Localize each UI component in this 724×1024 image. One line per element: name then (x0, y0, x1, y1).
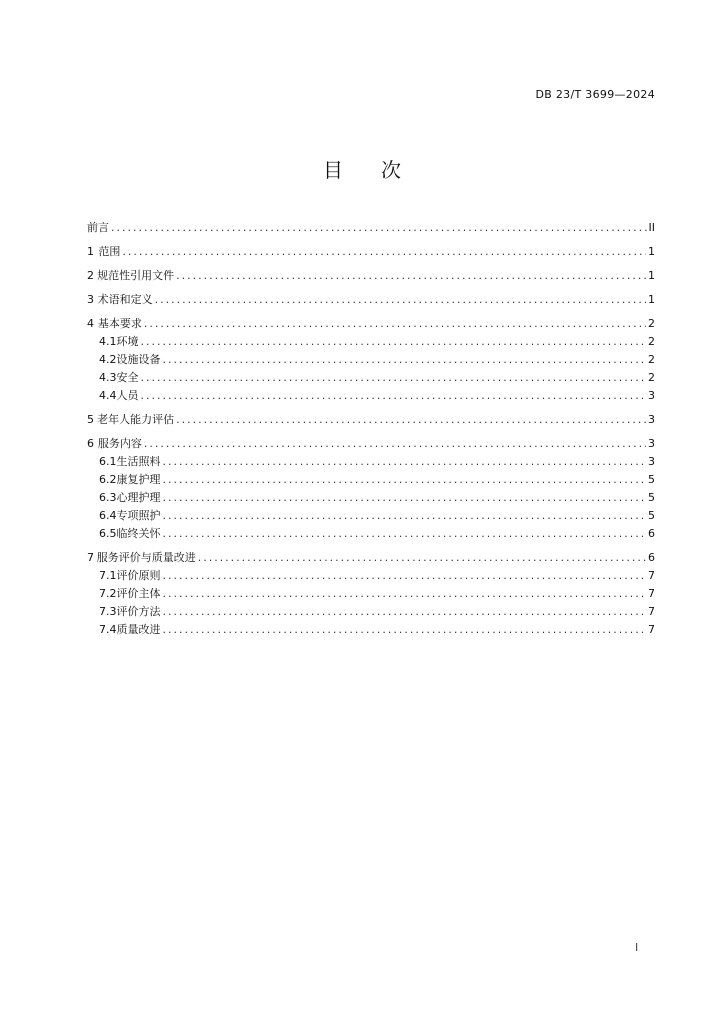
toc-entry-label: 范围 (98, 245, 121, 258)
toc-entry-number: 7.3 (99, 605, 117, 618)
toc-entry-page: 6 (648, 551, 655, 564)
toc-entry[interactable] (87, 453, 655, 471)
toc-entry-label: 评价方法 (116, 605, 161, 618)
toc-dot-leader (111, 219, 647, 237)
toc-entry[interactable] (87, 525, 655, 543)
toc-entry-label: 服务评价与质量改进 (96, 551, 196, 564)
toc-dot-leader (144, 435, 646, 453)
toc-entry-number: 5 (87, 413, 94, 426)
toc-dot-leader (122, 243, 646, 261)
toc-entry[interactable] (87, 435, 655, 453)
toc-entry-page: 3 (648, 389, 655, 402)
toc-entry-page: 3 (648, 413, 655, 426)
toc-entry-page: 5 (648, 491, 655, 504)
toc-entry[interactable] (87, 387, 655, 405)
toc-dot-leader (163, 453, 647, 471)
toc-dot-leader (163, 507, 647, 525)
toc-entry-number: 7.4 (99, 623, 117, 636)
toc-dot-leader (163, 351, 647, 369)
toc-entry[interactable] (87, 489, 655, 507)
toc-dot-leader (163, 585, 647, 603)
toc-entry-number: 4.1 (99, 335, 117, 348)
footer-page-number: I (635, 941, 639, 954)
toc-entry-label: 心理护理 (116, 491, 161, 504)
toc-entry[interactable] (87, 315, 655, 333)
toc-entry-label: 服务内容 (97, 437, 142, 450)
toc-entry-label: 前言 (87, 221, 109, 234)
toc-entry[interactable] (87, 549, 655, 567)
toc-dot-leader (144, 315, 646, 333)
toc-dot-leader (155, 291, 646, 309)
toc-entry-number: 3 (87, 293, 94, 306)
toc-entry-number: 2 (87, 269, 94, 282)
toc-dot-leader (163, 567, 647, 585)
toc-entry-page: II (648, 221, 655, 234)
toc-dot-leader (163, 621, 647, 639)
toc-entry-number: 6.3 (99, 491, 117, 504)
toc-entry-page: 7 (648, 605, 655, 618)
toc-entry-number: 7.2 (99, 587, 117, 600)
toc-entry-label: 专项照护 (116, 509, 161, 522)
toc-entry-page: 1 (648, 245, 655, 258)
toc-entry[interactable] (87, 471, 655, 489)
toc-entry-number: 1 (87, 245, 94, 258)
toc-entry-number: 6.4 (99, 509, 117, 522)
toc-entry[interactable] (87, 369, 655, 387)
toc-entry-label: 生活照料 (116, 455, 161, 468)
toc-entry[interactable] (87, 585, 655, 603)
toc-entry-number: 6 (87, 437, 94, 450)
toc-entry-page: 1 (648, 269, 655, 282)
toc-entry[interactable] (87, 333, 655, 351)
toc-entry-number: 4.4 (99, 389, 117, 402)
toc-entry-page: 1 (648, 293, 655, 306)
toc-entry-page: 5 (648, 509, 655, 522)
toc-entry-label: 规范性引用文件 (97, 269, 175, 282)
toc-dot-leader (163, 525, 647, 543)
toc-title-char-2: 次 (381, 158, 401, 182)
toc-entry[interactable] (87, 567, 655, 585)
toc-entry-label: 设施设备 (116, 353, 161, 366)
toc-entry-number: 6.1 (99, 455, 117, 468)
toc-dot-leader (141, 369, 646, 387)
toc-entry-label: 老年人能力评估 (97, 413, 175, 426)
toc-dot-leader (141, 333, 646, 351)
toc-title (0, 154, 724, 183)
toc-entry-page: 3 (648, 455, 655, 468)
toc-entry-page: 2 (648, 371, 655, 384)
toc-entry-page: 2 (648, 353, 655, 366)
toc-dot-leader (198, 549, 646, 567)
toc-dot-leader (176, 267, 646, 285)
toc-entry-page: 7 (648, 623, 655, 636)
toc-entry-number: 4 (87, 317, 94, 330)
toc-entry[interactable] (87, 603, 655, 621)
toc-entry-label: 安全 (116, 371, 139, 384)
toc-entry[interactable] (87, 243, 655, 261)
toc-entry-label: 质量改进 (116, 623, 161, 636)
toc-entry-page: 5 (648, 473, 655, 486)
toc-dot-leader (141, 387, 646, 405)
toc-title-char-1: 目 (323, 158, 343, 182)
toc-entry-label: 环境 (116, 335, 139, 348)
toc-entry-number: 4.2 (99, 353, 117, 366)
toc-entry-label: 评价原则 (116, 569, 161, 582)
toc-entry-page: 6 (648, 527, 655, 540)
toc-entry-label: 康复护理 (116, 473, 161, 486)
toc-dot-leader (163, 603, 647, 621)
toc-entry-page: 7 (648, 569, 655, 582)
toc-entry-number: 4.3 (99, 371, 117, 384)
toc-entry-label: 术语和定义 (97, 293, 153, 306)
toc-entry-number: 7.1 (99, 569, 117, 582)
toc-entry[interactable] (87, 267, 655, 285)
toc-entry[interactable] (87, 621, 655, 639)
table-of-contents (87, 219, 655, 639)
toc-entry[interactable] (87, 411, 655, 429)
toc-entry-page: 2 (648, 335, 655, 348)
toc-entry-label: 基本要求 (97, 317, 142, 330)
toc-entry-label: 评价主体 (116, 587, 161, 600)
toc-entry-label: 临终关怀 (116, 527, 161, 540)
toc-entry[interactable] (87, 507, 655, 525)
toc-entry[interactable] (87, 219, 655, 237)
toc-entry-number: 7 (87, 551, 94, 564)
toc-entry-page: 2 (648, 317, 655, 330)
toc-entry[interactable] (87, 291, 655, 309)
toc-entry[interactable] (87, 351, 655, 369)
toc-entry-page: 3 (648, 437, 655, 450)
toc-entry-label: 人员 (116, 389, 139, 402)
toc-dot-leader (163, 471, 647, 489)
toc-entry-page: 7 (648, 587, 655, 600)
toc-entry-number: 6.5 (99, 527, 117, 540)
standard-code: DB 23/T 3699—2024 (535, 88, 655, 101)
toc-dot-leader (176, 411, 646, 429)
toc-dot-leader (163, 489, 647, 507)
toc-entry-number: 6.2 (99, 473, 117, 486)
